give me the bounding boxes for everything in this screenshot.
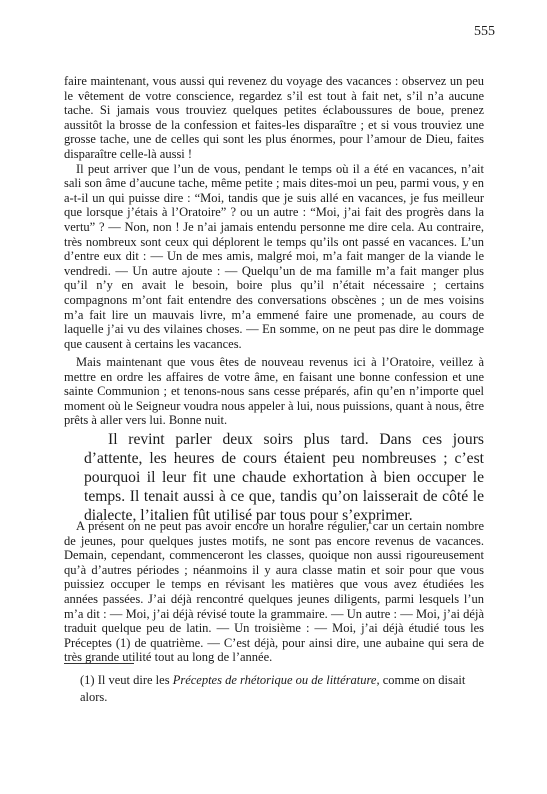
text-block-good-night bbox=[64, 355, 484, 428]
footnote-marker: (1) bbox=[80, 673, 95, 687]
text-block-top bbox=[64, 74, 484, 351]
footnote-title: Préceptes de rhétorique ou de littérature, bbox=[172, 673, 380, 687]
text-block-bottom bbox=[64, 519, 484, 665]
paragraph-classes: A présent on ne peut pas avoir encore un horaire régulier, car un certain nombre de jeunes, pour quelques justes motifs, ne sont pas encore revenus de vacances. Demain, cependant, commenceront les classes, quoique non aussi rigoureusement qu’à d’autres périodes ; néanmoins il y aura classe matin et soir pour que vous puissiez occuper le temps en révisant les matières que vous avez étudiées les années passées. J’ai déjà rencontré quelques jeunes diligents, parmi lesquels l’un m’a dit : — Moi, j’ai déjà révisé toute la grammaire. — Un autre : — Moi, j’ai déjà traduit quelque peu de latin. — Un troisième : — Moi, j’ai déjà étudié tous les Préceptes (1) de quatrième. — C’est déjà, pour ainsi dire, une aubaine qui sera de très grande utilité tout au long de l’année. bbox=[64, 519, 484, 665]
paragraph-vacations: Il peut arriver que l’un de vous, pendant le temps où il a été en vacances, n’ait sali son âme d’aucune tache, même petite ; mais dites-moi un peu, parmi vous, y en a-t-il un qui puisse dire : “Moi, tandis que je suis allé en vacances, je fus meilleur que lorsque j’étais à l’Oratoire” ? ou un autre : “Moi, j’ai fait des progrès dans la vertu” ? — Non, non ! Je n’ai jamais entendu personne me dire cela. Au contraire, très nombreux sont ceux qui déplorent le temps qu’ils ont passé en vacances. L’un d’entre eux dit : — Un de mes amis, malgré moi, m’a fait manger de la viande le vendredi. — Un autre ajoute : — Quelqu’un de ma famille m’a fait manger plus qu’il n’y en avait le besoin, boire plus qu’il n’était nécessaire ; certains compagnons m’ont fait entendre des conversations obscènes ; un de mes voisins m’a fait lire un mauvais livre, m’a emmené faire une promenade, au cours de laquelle j’ai vu des vilaines choses. — En somme, on ne peut pas dire le dommage que causent à certains les vacances. bbox=[64, 161, 484, 351]
narrative-paragraph: Il revint parler deux soirs plus tard. Dans ces jours d’attente, les heures de cours étaient peu nombreuses ; c’est pourquoi il leur fit une chaude exhortation à bien occuper le temps. Il tenait aussi à ce que, tandis qu’on laisserait de côté le dialecte, l’italien fût utilisé par tous pour s’exprimer. bbox=[84, 431, 484, 524]
page-number: 555 bbox=[474, 24, 495, 39]
footnote-separator bbox=[64, 663, 134, 664]
footnote-tail: comme on disait alors. bbox=[80, 673, 466, 704]
footnote bbox=[80, 672, 484, 706]
footnote-lead: Il veut dire les bbox=[97, 673, 170, 687]
paragraph-good-night: Mais maintenant que vous êtes de nouveau revenus ici à l’Oratoire, veillez à mettre en ordre les affaires de votre âme, en faisant une bonne confession et une sainte Communion ; et tenons-nous sans cesse préparés, afin qu’en n’importe quel moment où le Seigneur voudra nous appeler à lui, nous puissions, quant à nous, être prêts à aller vers lui. Bonne nuit. bbox=[64, 355, 484, 428]
paragraph-continuation: faire maintenant, vous aussi qui revenez du voyage des vacances : observez un peu le vêtement de votre conscience, regardez s’il est tout à fait net, s’il n’a aucune tache. Si jamais vous trouviez quelques petites éclaboussures de boue, prenez aussitôt la brosse de la confession et faites-les disparaître ; et si vous trouviez une grosse tache, une de celles qui sont les plus énormes, pour l’amour de Dieu, faites disparaître celle-là aussi ! bbox=[64, 74, 484, 161]
